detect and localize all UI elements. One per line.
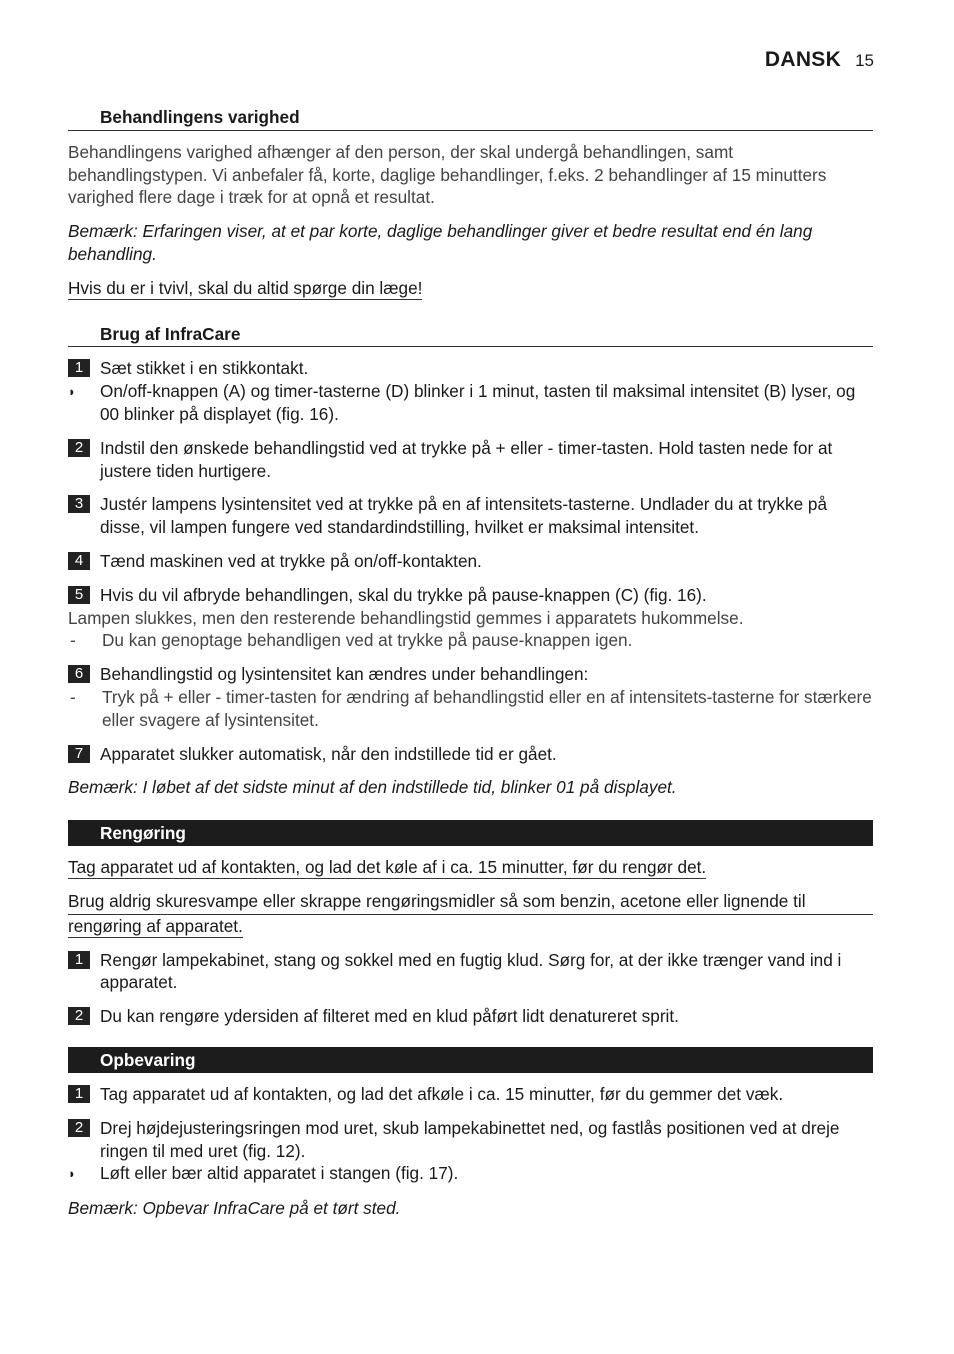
- step-text: Drej højdejusteringsringen mod uret, skub lampekabinettet ned, og fastlås positionen ved at dreje ringen til med uret (fig. 12).: [100, 1117, 840, 1161]
- step-text: Sæt stikket i en stikkontakt.: [100, 358, 309, 379]
- usage-step-6: [68, 663, 873, 686]
- usage-step-7: [68, 743, 873, 766]
- result-text: On/off-knappen (A) og timer-tasterne (D) blinker i 1 minut, tasten til maksimal intensitet (B) lyser, og 00 blinker på displayet (fig. 16).: [100, 381, 856, 424]
- cleaning-step-1: [68, 949, 873, 995]
- step-text: Justér lampens lysintensitet ved at trykke på en af intensitets-tasterne. Undlader du at trykke på disse, vil lampen fungere ved standardindstilling, hvilket er maksimal intensitet.: [100, 494, 828, 538]
- page-header: [765, 48, 874, 72]
- cleaning-warning-line-2: rengøring af apparatet.: [68, 915, 243, 936]
- page-number: 15: [855, 51, 874, 70]
- dash-marker: -: [70, 686, 76, 707]
- usage-step-3: [68, 493, 873, 539]
- usage-step-5-dash: [68, 629, 873, 652]
- usage-step-5-info: Lampen slukkes, men den resterende behandlingstid gemmes i apparatets hukommelse.: [68, 607, 744, 628]
- step-number: 4: [68, 552, 90, 570]
- usage-step-1-result: [68, 380, 873, 426]
- result-marker-icon: ◗: [68, 1166, 76, 1182]
- storage-note: Bemærk: Opbevar InfraCare på et tørt sted.: [68, 1198, 401, 1219]
- step-number: 2: [68, 439, 90, 457]
- step-number: 2: [68, 1007, 90, 1025]
- step-number: 3: [68, 495, 90, 513]
- usage-step-6-dash: [68, 686, 873, 732]
- storage-step-1: [68, 1083, 873, 1106]
- step-text: Hvis du vil afbryde behandlingen, skal du trykke på pause-knappen (C) (fig. 16).: [100, 584, 707, 605]
- cleaning-warning-unplug: Tag apparatet ud af kontakten, og lad det køle af i ca. 15 minutter, før du rengør det.: [68, 857, 707, 878]
- usage-note: Bemærk: I løbet af det sidste minut af den indstillede tid, blinker 01 på displayet.: [68, 777, 677, 798]
- step-text: Tag apparatet ud af kontakten, og lad det afkøle i ca. 15 minutter, før du gemmer det væk.: [100, 1083, 784, 1104]
- result-text: Løft eller bær altid apparatet i stangen (fig. 17).: [100, 1163, 459, 1184]
- usage-step-2: [68, 437, 873, 483]
- duration-paragraph: Behandlingens varighed afhænger af den person, der skal undergå behandlingen, samt behandlingstypen. Vi anbefaler få, korte, daglige behandlinger, f.eks. 2 behandlinger af 15 minutters varighed flere dage i træk for at opnå et resultat.: [68, 141, 827, 208]
- step-number: 2: [68, 1119, 90, 1137]
- step-number: 5: [68, 586, 90, 604]
- cleaning-step-2: [68, 1005, 873, 1028]
- step-number: 7: [68, 745, 90, 763]
- step-number: 6: [68, 665, 90, 683]
- step-text: Rengør lampekabinet, stang og sokkel med en fugtig klud. Sørg for, at der ikke trænger vand ind i apparatet.: [100, 949, 842, 993]
- doctor-warning: Hvis du er i tvivl, skal du altid spørge din læge!: [68, 277, 423, 298]
- dash-marker: -: [70, 630, 76, 651]
- step-text: Du kan rengøre ydersiden af filteret med en klud påført lidt denatureret sprit.: [100, 1006, 679, 1027]
- section-heading-storage: Opbevaring: [68, 1047, 873, 1073]
- result-marker-icon: ◗: [68, 384, 76, 400]
- step-text: Tænd maskinen ved at trykke på on/off-kontakten.: [100, 550, 482, 571]
- storage-step-2-result: [68, 1162, 873, 1186]
- section-heading-usage: Brug af InfraCare: [68, 323, 873, 348]
- step-text: Indstil den ønskede behandlingstid ved at trykke på + eller - timer-tasten. Hold tasten nede for at justere tiden hurtigere.: [100, 437, 833, 481]
- usage-step-4: [68, 550, 873, 573]
- section-heading-duration: Behandlingens varighed: [68, 106, 873, 131]
- cleaning-warning-abrasives: [68, 890, 873, 938]
- language-label: DANSK: [764, 48, 842, 71]
- duration-note: Bemærk: Erfaringen viser, at et par korte, daglige behandlinger giver et bedre resultat end én lang behandling.: [68, 221, 813, 264]
- step-number: 1: [68, 951, 90, 969]
- storage-step-2: [68, 1117, 873, 1163]
- usage-step-1: [68, 357, 873, 380]
- cleaning-warning-line-1: Brug aldrig skuresvampe eller skrappe rengøringsmidler så som benzin, acetone eller lignende til: [68, 890, 873, 915]
- dash-text: Tryk på + eller - timer-tasten for ændring af behandlingstid eller en af intensitets-tasterne for stærkere eller svagere af lysintensitet.: [102, 686, 872, 730]
- dash-text: Du kan genoptage behandligen ved at trykke på pause-knappen igen.: [102, 630, 633, 651]
- step-number: 1: [68, 1085, 90, 1103]
- step-text: Behandlingstid og lysintensitet kan ændres under behandlingen:: [100, 664, 589, 685]
- step-number: 1: [68, 359, 90, 377]
- section-heading-cleaning: Rengøring: [68, 820, 873, 846]
- usage-step-5: [68, 584, 873, 607]
- page-content: [68, 106, 873, 1231]
- step-text: Apparatet slukker automatisk, når den indstillede tid er gået.: [100, 743, 557, 764]
